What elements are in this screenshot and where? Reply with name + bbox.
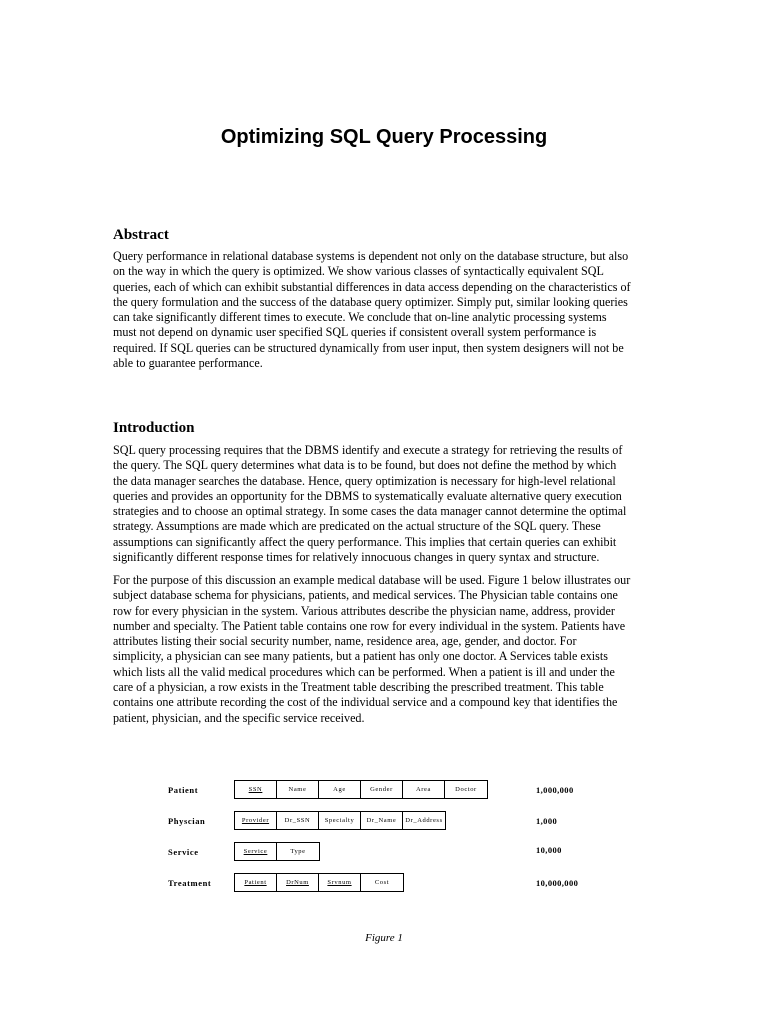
introduction-heading: Introduction: [113, 420, 195, 436]
field-name: Dr_SSN: [284, 817, 311, 824]
field-name: Name: [288, 786, 307, 793]
text-line: significantly different response times for relatively innocuous changes in query syntax and structure.: [113, 550, 600, 565]
field-cell: [235, 843, 277, 860]
text-line: For the purpose of this discussion an example medical database will be used. Figure 1 below illustrates our: [113, 573, 631, 587]
field-name: Dr_Name: [366, 817, 397, 824]
text-line: the data manager searches the database. Hence, query optimization is necessary for high-level relational: [113, 473, 616, 488]
table-label-physician: Physcian: [168, 816, 206, 826]
field-cell: [361, 812, 403, 829]
field-cell: [361, 781, 403, 798]
field-cell: [403, 812, 445, 829]
text-line: contains one attribute recording the cost of the individual service and a compound key that identifies the: [113, 695, 618, 710]
text-line: number and specialty. The Patient table contains one row for every individual in the system. Patients have: [113, 618, 626, 633]
field-cell: [445, 781, 487, 798]
text-line: the query formulation and the success of the database query optimizer. Simply put, similar looking queries: [113, 294, 628, 309]
text-line: strategy. Assumptions are made which are predicated on the actual structure of the SQL query. These: [113, 519, 601, 534]
field-name: Provider: [241, 817, 270, 824]
text-line: SQL query processing requires that the DBMS identify and execute a strategy for retrieving the results of: [113, 443, 623, 457]
row-count-patient: 1,000,000: [536, 785, 574, 795]
field-cell: [277, 843, 319, 860]
table-label-service: Service: [168, 847, 199, 857]
field-cell: [361, 874, 403, 891]
text-line: subject database schema for physicians, patients, and medical services. The Physician table contains one: [113, 588, 618, 603]
field-name: Specialty: [324, 817, 355, 824]
text-line: required. If SQL queries can be structured dynamically from user input, then system designers will not be: [113, 340, 624, 355]
table-service: [234, 842, 320, 861]
row-count-service: 10,000: [536, 845, 562, 855]
text-line: Query performance in relational database systems is dependent not only on the database structure, but also: [113, 249, 629, 263]
text-line: able to guarantee performance.: [113, 356, 263, 371]
field-cell: [319, 812, 361, 829]
text-line: on the way in which the query is optimized. We show various classes of syntactically equivalent SQL: [113, 264, 604, 279]
field-cell: [277, 874, 319, 891]
field-name: SSN: [248, 786, 263, 793]
introduction-paragraph-1: [113, 443, 658, 565]
field-cell: [319, 874, 361, 891]
text-line: patient, physician, and the specific service received.: [113, 710, 365, 725]
text-line: care of a physician, a row exists in the Treatment table describing the prescribed treatment. This table: [113, 680, 604, 695]
field-name: DrNum: [286, 879, 309, 886]
field-name: Cost: [374, 879, 390, 886]
table-treatment: [234, 873, 404, 892]
table-patient: [234, 780, 488, 799]
text-line: strategies and to choose an optimal strategy. In some cases the data manager cannot determine the optimal: [113, 504, 627, 519]
field-cell: [277, 812, 319, 829]
field-cell: [235, 874, 277, 891]
field-name: Age: [333, 786, 346, 793]
field-name: Area: [415, 786, 432, 793]
field-name: Srvnum: [327, 879, 352, 886]
abstract-heading: Abstract: [113, 227, 169, 243]
introduction-paragraph-2: [113, 573, 658, 726]
field-cell: [319, 781, 361, 798]
text-line: can take significantly different times to execute. We conclude that on-line analytic processing systems: [113, 310, 607, 325]
field-name: Patient: [244, 879, 267, 886]
text-line: attributes listing their social security number, name, residence area, age, gender, and doctor. For: [113, 634, 577, 649]
text-line: simplicity, a physician can see many patients, but a patient has only one doctor. A Services table exists: [113, 649, 608, 664]
field-cell: [403, 781, 445, 798]
field-name: Doctor: [455, 786, 477, 793]
table-label-patient: Patient: [168, 785, 199, 795]
text-line: assumptions can significantly affect the query performance. This implies that certain queries can exhibit: [113, 534, 617, 549]
row-count-treatment: 10,000,000: [536, 878, 579, 888]
text-line: queries and provides an opportunity for the DBMS to systematically evaluate alternative query execution: [113, 488, 622, 503]
abstract-paragraph: [113, 249, 658, 371]
field-cell: [277, 781, 319, 798]
figure-caption: Figure 1: [365, 932, 403, 944]
table-physician: [234, 811, 446, 830]
field-name: Service: [243, 848, 268, 855]
table-label-treatment: Treatment: [168, 878, 212, 888]
field-cell: [235, 812, 277, 829]
row-count-physician: 1,000: [536, 816, 558, 826]
text-line: must not depend on dynamic user specified SQL queries if consistent overall system performance is: [113, 325, 597, 340]
text-line: queries, each of which can exhibit substantial differences in data access depending on the characteristics of: [113, 279, 631, 294]
paper-title: Optimizing SQL Query Processing: [220, 126, 548, 148]
field-name: Dr_Address: [405, 817, 443, 824]
text-line: row for every physician in the system. Various attributes describe the physician name, address, provider: [113, 603, 615, 618]
field-name: Gender: [370, 786, 393, 793]
field-cell: [235, 781, 277, 798]
text-line: which lists all the valid medical procedures which can be performed. When a patient is ill and under the: [113, 664, 615, 679]
text-line: the query. The SQL query determines what data is to be found, but does not define the method by which: [113, 458, 617, 473]
field-name: Type: [290, 848, 306, 855]
